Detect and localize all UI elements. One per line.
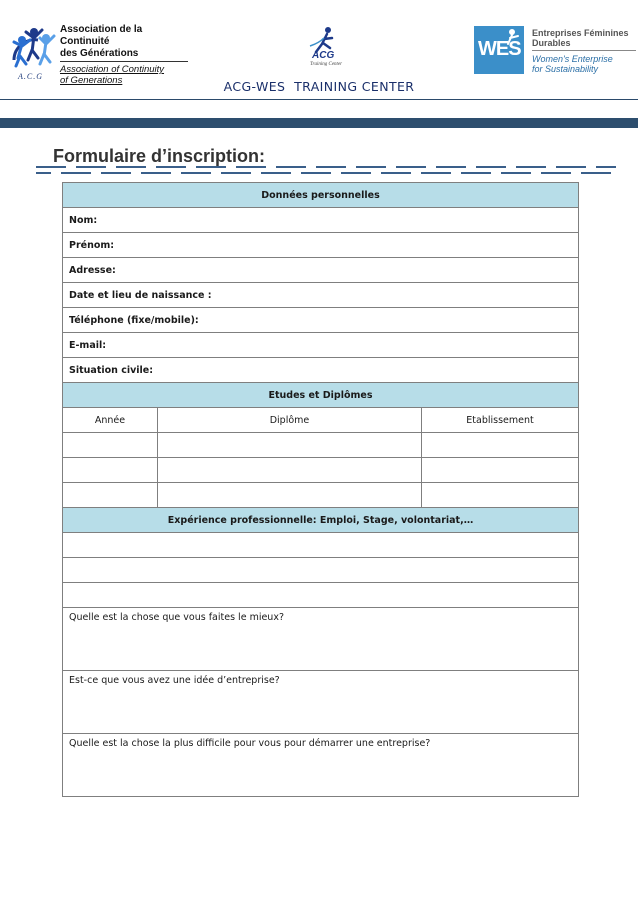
acg-abbreviation: A.C.G bbox=[18, 72, 43, 81]
education-cell-etablissement[interactable] bbox=[422, 433, 579, 458]
question-row-business-idea[interactable] bbox=[63, 671, 579, 734]
field-label: Adresse: bbox=[63, 258, 579, 283]
training-center-logo bbox=[296, 26, 356, 72]
section-title: Expérience professionnelle: Emploi, Stage, volontariat,… bbox=[63, 508, 579, 533]
field-label: Nom: bbox=[63, 208, 579, 233]
experience-cell[interactable] bbox=[63, 533, 579, 558]
education-row bbox=[63, 458, 579, 483]
education-cell-diplome[interactable] bbox=[158, 483, 422, 508]
experience-row bbox=[63, 533, 579, 558]
question-label: Quelle est la chose la plus difficile pour vous pour démarrer une entreprise? bbox=[63, 734, 579, 797]
wes-logo bbox=[474, 26, 634, 76]
education-cell-diplome[interactable] bbox=[158, 433, 422, 458]
column-header-annee: Année bbox=[63, 408, 158, 433]
field-row-adresse[interactable] bbox=[63, 258, 579, 283]
section-title: Données personnelles bbox=[63, 183, 579, 208]
field-label: Date et lieu de naissance : bbox=[63, 283, 579, 308]
experience-cell[interactable] bbox=[63, 583, 579, 608]
education-cell-etablissement[interactable] bbox=[422, 483, 579, 508]
education-cell-annee[interactable] bbox=[63, 483, 158, 508]
acg-name-fr-line1: Association de la Continuité bbox=[60, 24, 143, 47]
field-label: Situation civile: bbox=[63, 358, 579, 383]
education-column-headers bbox=[63, 408, 579, 433]
form-title: Formulaire d’inscription: bbox=[53, 146, 266, 166]
field-row-naissance[interactable] bbox=[63, 283, 579, 308]
experience-row bbox=[63, 558, 579, 583]
wes-name bbox=[532, 28, 636, 74]
training-center-logo-subtext: Training Center bbox=[310, 62, 343, 67]
section-experience-header bbox=[63, 508, 579, 533]
field-row-prenom[interactable] bbox=[63, 233, 579, 258]
acg-name-en-line2: of Generations bbox=[60, 75, 123, 86]
wes-name-fr-line2: Durables bbox=[532, 38, 571, 48]
acg-logo bbox=[8, 22, 194, 86]
education-cell-annee[interactable] bbox=[63, 433, 158, 458]
wes-emblem-text: WES bbox=[478, 38, 521, 60]
field-label: Prénom: bbox=[63, 233, 579, 258]
field-row-email[interactable] bbox=[63, 333, 579, 358]
experience-row bbox=[63, 583, 579, 608]
section-title: Etudes et Diplômes bbox=[63, 383, 579, 408]
question-label: Est-ce que vous avez une idée d’entreprise? bbox=[63, 671, 579, 734]
acg-name-en-line1: Association of Continuity bbox=[60, 64, 165, 75]
wes-name-fr bbox=[532, 28, 636, 51]
question-label: Quelle est la chose que vous faites le mieux? bbox=[63, 608, 579, 671]
training-center-logo-text: ACG bbox=[312, 50, 335, 61]
acg-name bbox=[60, 24, 194, 86]
field-label: E-mail: bbox=[63, 333, 579, 358]
section-education-header bbox=[63, 383, 579, 408]
education-cell-diplome[interactable] bbox=[158, 458, 422, 483]
section-personal-header bbox=[63, 183, 579, 208]
header-divider bbox=[0, 99, 638, 100]
education-cell-annee[interactable] bbox=[63, 458, 158, 483]
dashed-underline bbox=[36, 163, 616, 177]
field-label: Téléphone (fixe/mobile): bbox=[63, 308, 579, 333]
field-row-nom[interactable] bbox=[63, 208, 579, 233]
education-cell-etablissement[interactable] bbox=[422, 458, 579, 483]
wes-name-en-line1: Women's Enterprise bbox=[532, 54, 613, 64]
registration-form-table bbox=[62, 182, 579, 797]
column-header-etablissement: Etablissement bbox=[422, 408, 579, 433]
question-row-difficulty[interactable] bbox=[63, 734, 579, 797]
wes-name-fr-line1: Entreprises Féminines bbox=[532, 28, 629, 38]
acg-name-fr-line2: des Générations bbox=[60, 48, 188, 62]
wes-name-en-line2: for Sustainability bbox=[532, 64, 599, 74]
column-header-diplome: Diplôme bbox=[158, 408, 422, 433]
training-center-title: ACG-WES TRAINING CENTER bbox=[223, 79, 415, 94]
wes-emblem bbox=[474, 26, 524, 74]
experience-cell[interactable] bbox=[63, 558, 579, 583]
header-bar bbox=[0, 118, 638, 128]
question-row-strength[interactable] bbox=[63, 608, 579, 671]
education-row bbox=[63, 433, 579, 458]
education-row bbox=[63, 483, 579, 508]
field-row-situation-civile[interactable] bbox=[63, 358, 579, 383]
field-row-telephone[interactable] bbox=[63, 308, 579, 333]
